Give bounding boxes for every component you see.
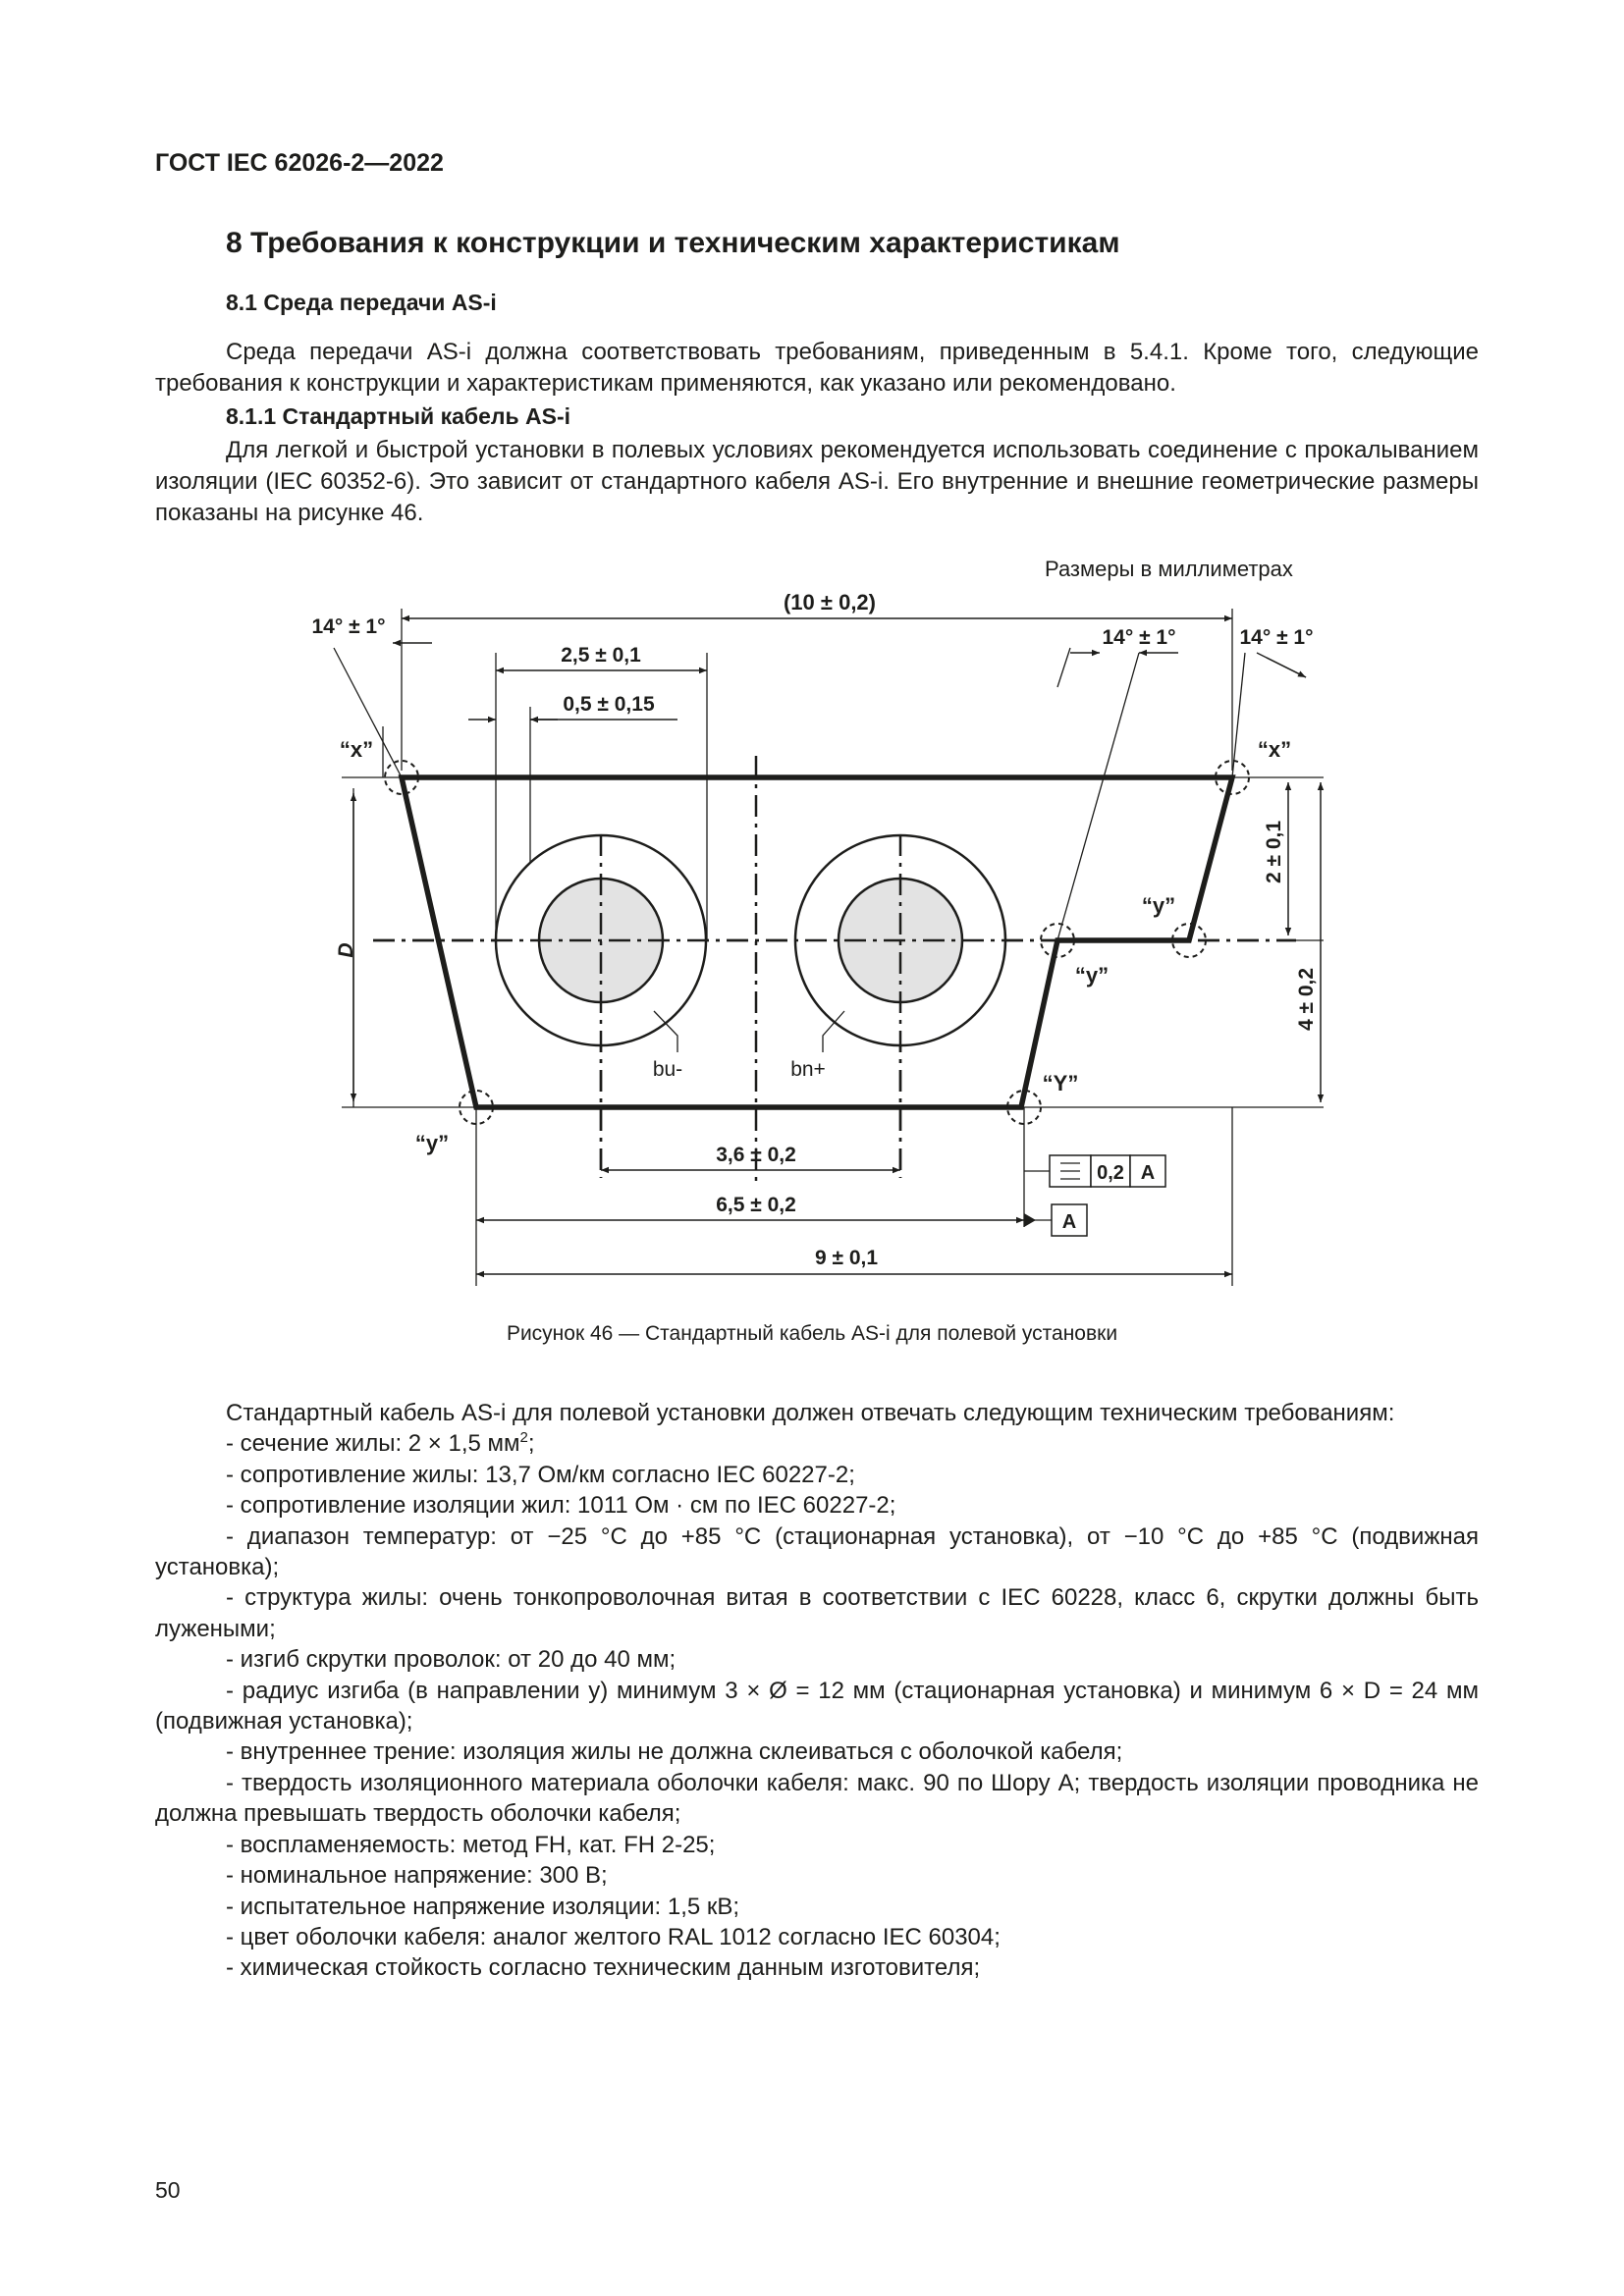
requirement-item: - сопротивление жилы: 13,7 Ом/км согласно IEC 60227-2; bbox=[226, 1461, 855, 1488]
dim-angle-left: 14° ± 1° bbox=[311, 615, 386, 638]
requirement-item: - диапазон температур: от −25 °С до +85 °С (стационарная установка), от −10 °С до +85 °С (подвижная установка); bbox=[155, 1522, 1479, 1581]
datum-frame bbox=[1024, 1204, 1087, 1236]
requirement-item: - цвет оболочки кабеля: аналог желтого RAL 1012 согласно IEC 60304; bbox=[226, 1923, 1001, 1950]
dim-conductor-diameter: 2,5 ± 0,1 bbox=[561, 644, 641, 667]
requirement-item: - сопротивление изоляции жил: 1011 Ом · см по IEC 60227-2; bbox=[226, 1492, 896, 1520]
tolerance-datum-ref: A bbox=[1140, 1162, 1156, 1184]
requirement-item: - химическая стойкость согласно техническим данным изготовителя; bbox=[226, 1954, 981, 1982]
label-core-right: bn+ bbox=[790, 1058, 826, 1081]
requirement-item-cross-section bbox=[155, 1428, 1479, 1459]
requirement-item: - твердость изоляционного материала оболочки кабеля: макс. 90 по Шору А; твердость изоляции проводника не должна превышать твердость оболочки кабеля; bbox=[155, 1769, 1479, 1828]
cross-section-suffix: ; bbox=[527, 1430, 535, 1458]
label-y-step-upper: “y” bbox=[1141, 893, 1176, 918]
tolerance-value: 0,2 bbox=[1097, 1162, 1124, 1184]
units-note: Размеры в миллиметрах bbox=[1045, 557, 1293, 581]
core-leaders bbox=[654, 1011, 844, 1052]
requirements-intro: Стандартный кабель AS-i для полевой установки должен отвечать следующим техническим требованиям: bbox=[226, 1400, 1395, 1426]
requirement-item: - внутреннее трение: изоляция жилы не должна склеиваться с оболочкой кабеля; bbox=[226, 1738, 1123, 1766]
label-d: D bbox=[335, 942, 357, 958]
intro-paragraph: Среда передачи AS-i должна соответствовать требованиям, приведенным в 5.4.1. Кроме того, следующие требования к конструкции и характеристикам применяются, как указано или рекомендовано. bbox=[155, 339, 1479, 397]
label-x-left: “x” bbox=[339, 737, 374, 762]
label-y-step-lower: “y” bbox=[1074, 963, 1110, 988]
label-y-bottom-left: “y” bbox=[414, 1131, 450, 1155]
requirement-item: - воспламеняемость: метод FH, кат. FH 2-25; bbox=[226, 1831, 716, 1858]
subsubsection-title: 8.1.1 Стандартный кабель AS-i bbox=[226, 403, 571, 429]
datum-label: A bbox=[1061, 1211, 1077, 1233]
subsection-title: 8.1 Среда передачи AS-i bbox=[226, 290, 497, 315]
cross-section-text: - сечение жилы: 2 × 1,5 мм bbox=[226, 1430, 520, 1458]
dim-height-total: 4 ± 0,2 bbox=[1295, 967, 1318, 1032]
cable-paragraph: Для легкой и быстрой установки в полевых условиях рекомендуется использовать соединение с прокалыванием изоляции (IEC 60352-6). Это зависит от стандартного кабеля AS-i. Его внутренние и внешние геометрические размеры показаны на рисунке 46. bbox=[155, 437, 1479, 526]
dim-height-upper: 2 ± 0,1 bbox=[1263, 820, 1285, 884]
cable-cross-section-figure bbox=[295, 589, 1345, 1296]
cross-section-superscript: 2 bbox=[519, 1429, 528, 1447]
requirement-item: - номинальное напряжение: 300 В; bbox=[226, 1862, 608, 1890]
dim-conductor-pitch: 3,6 ± 0,2 bbox=[716, 1144, 796, 1166]
dim-total-width: 9 ± 0,1 bbox=[814, 1247, 879, 1269]
dim-base-width: 6,5 ± 0,2 bbox=[716, 1194, 796, 1216]
label-core-left: bu- bbox=[652, 1058, 683, 1081]
dim-insulation-thickness: 0,5 ± 0,15 bbox=[563, 693, 655, 716]
dim-angle-right: 14° ± 1° bbox=[1239, 626, 1314, 649]
requirements-section bbox=[155, 1398, 1479, 1984]
document-header: ГОСТ IEC 62026-2—2022 bbox=[155, 149, 444, 177]
requirement-item: - изгиб скрутки проволок: от 20 до 40 мм; bbox=[226, 1646, 677, 1674]
figure-caption: Рисунок 46 — Стандартный кабель AS-i для полевой установки bbox=[506, 1322, 1118, 1345]
requirement-item: - структура жилы: очень тонкопроволочная витая в соответствии с IEC 60228, класс 6, скрутки должны быть лужеными; bbox=[155, 1584, 1479, 1642]
dim-angle-mid: 14° ± 1° bbox=[1102, 626, 1176, 649]
requirement-item: - испытательное напряжение изоляции: 1,5 кВ; bbox=[226, 1893, 740, 1920]
page-number: 50 bbox=[155, 2177, 181, 2203]
label-y-bottom-right: “Y” bbox=[1042, 1071, 1079, 1095]
requirement-item: - радиус изгиба (в направлении y) минимум 3 × Ø = 12 мм (стационарная установка) и минимум 6 × D = 24 мм (подвижная установка); bbox=[155, 1677, 1479, 1735]
dim-overall-width: (10 ± 0,2) bbox=[783, 590, 877, 614]
section-title: 8 Требования к конструкции и техническим характеристикам bbox=[226, 227, 1120, 259]
label-x-right: “x” bbox=[1257, 737, 1292, 762]
